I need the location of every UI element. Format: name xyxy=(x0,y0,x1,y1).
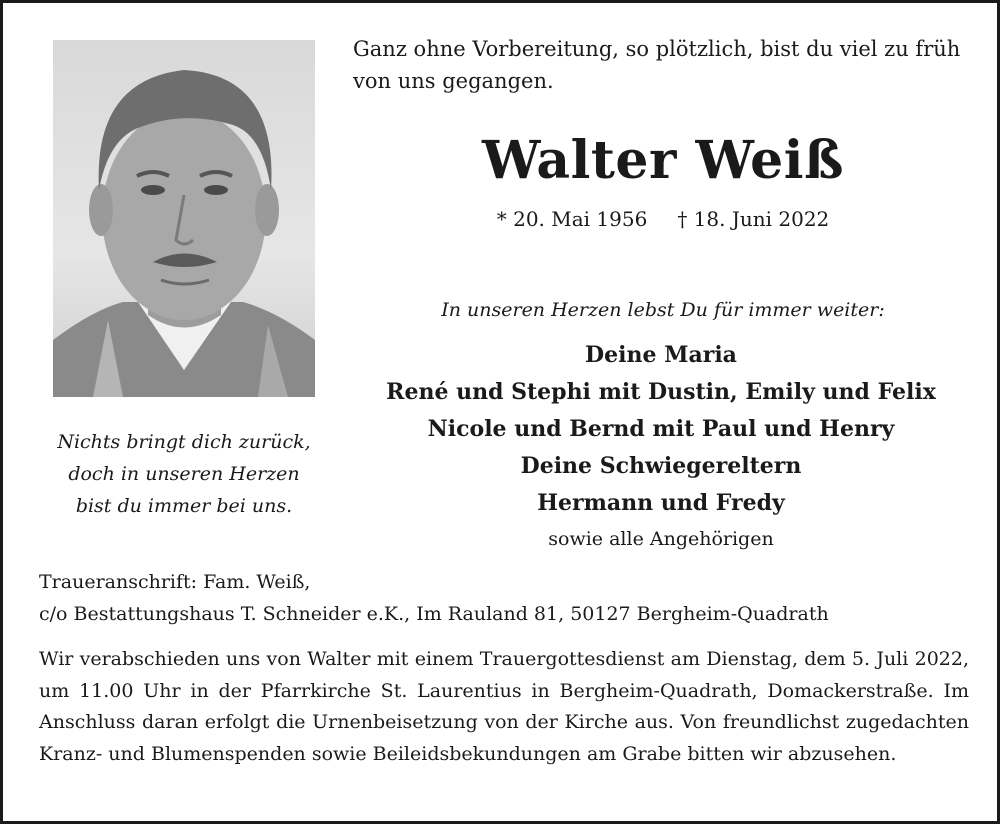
poem-line-1: Nichts bringt dich zurück, xyxy=(57,431,311,453)
death-date: † 18. Juni 2022 xyxy=(677,207,830,231)
birth-date: * 20. Mai 1956 xyxy=(496,207,648,231)
address-line-1: Traueranschrift: Fam. Weiß, xyxy=(39,571,311,593)
deceased-name: Walter Weiß xyxy=(482,130,844,191)
portrait-photo xyxy=(53,40,315,397)
family-list xyxy=(333,337,989,556)
family-others: sowie alle Angehörigen xyxy=(548,528,774,550)
poem-line-2: doch in unseren Herzen xyxy=(68,463,300,485)
family-line: Deine Schwiegereltern xyxy=(520,453,802,479)
family-line: Hermann und Fredy xyxy=(537,490,785,516)
intro-text xyxy=(353,33,983,97)
intro-line-2: von uns gegangen. xyxy=(353,69,554,93)
poem-line-3: bist du immer bei uns. xyxy=(75,495,293,517)
mourning-address xyxy=(39,566,969,630)
poem xyxy=(43,426,325,522)
family-line: Nicole und Bernd mit Paul und Henry xyxy=(427,416,895,442)
address-line-2: c/o Bestattungshaus T. Schneider e.K., Im Rauland 81, 50127 Bergheim-Quadrath xyxy=(39,603,829,625)
motto-line: In unseren Herzen lebst Du für immer weiter: xyxy=(441,299,885,321)
intro-line-1: Ganz ohne Vorbereitung, so plötzlich, bist du viel zu früh xyxy=(353,37,961,61)
family-line: René und Stephi mit Dustin, Emily und Felix xyxy=(386,379,936,405)
life-dates xyxy=(343,203,983,235)
family-line: Deine Maria xyxy=(585,342,737,368)
funeral-notice: Wir verabschieden uns von Walter mit einem Trauergottesdienst am Dienstag, dem 5. Juli 2022, um 11.00 Uhr in der Pfarrkirche St. Laurentius in Bergheim-Quadrath, Domackerstraße. Im Anschluss daran erfolgt die Urnenbeisetzung von der Kirche aus. Von freundlichst zugedachten Kranz- und Blumenspenden sowie Beileidsbekundungen am Grabe bitten wir abzusehen. xyxy=(39,648,969,765)
